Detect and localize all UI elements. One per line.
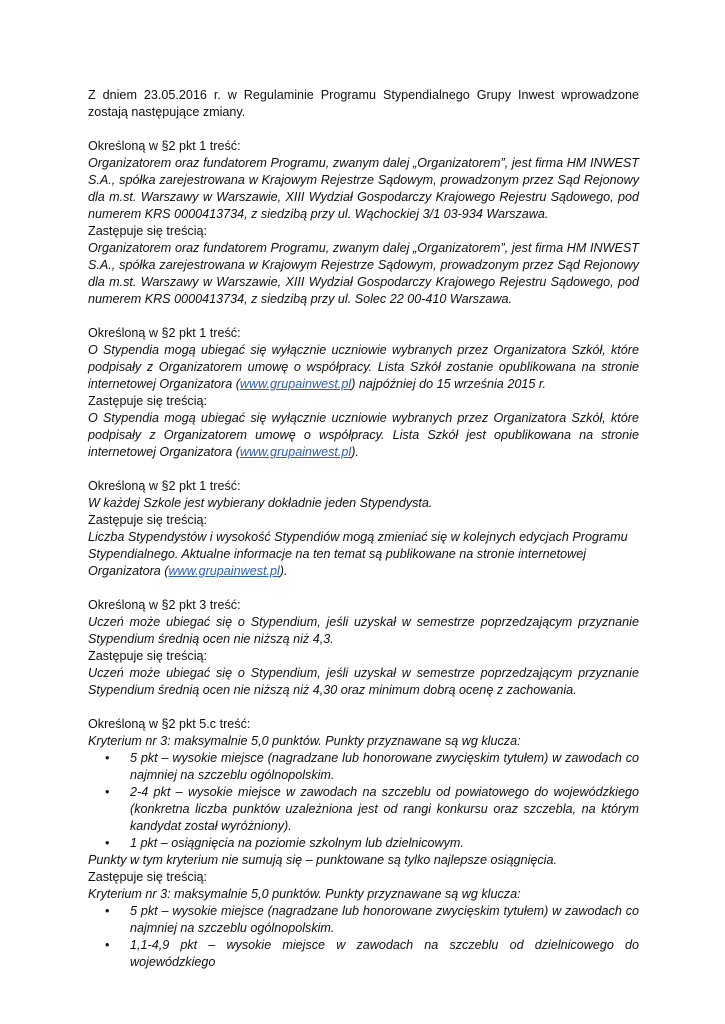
change-section-5 <box>88 716 639 971</box>
new-text-before: O Stypendia mogą ubiegać się wyłącznie uczniowie wybranych przez Organizatora Szkół, które podpisały z Organizatorem umowę o współpracy. Lista Szkół jest opublikowana na stronie internetowej Organizatora ( <box>88 411 639 459</box>
new-text: Uczeń może ubiegać się o Stypendium, jeśli uzyskał w semestrze poprzedzającym przyznanie Stypendium średnią ocen nie niższą niż 4,30 oraz minimum dobrą ocenę z zachowania. <box>88 666 639 697</box>
replace-label: Zastępuje się treścią: <box>88 649 207 663</box>
replace-label: Zastępuje się treścią: <box>88 870 207 884</box>
new-text-after: ). <box>279 564 288 578</box>
section-heading: Określoną w §2 pkt 5.c treść: <box>88 717 251 731</box>
change-section-2 <box>88 325 639 461</box>
new-criterion-intro: Kryterium nr 3: maksymalnie 5,0 punktów. Punkty przyznawane są wg klucza: <box>88 887 521 901</box>
old-bullet-list <box>88 750 639 852</box>
change-section-1 <box>88 138 639 308</box>
new-text-after: ). <box>351 445 359 459</box>
list-item: • 5 pkt – wysokie miejsce (nagradzane lub honorowane zwycięskim tytułem) w zawodach co najmniej na szczeblu ogólnopolskim. <box>105 751 639 782</box>
list-item: • 1 pkt – osiągnięcia na poziomie szkolnym lub dzielnicowym. <box>105 836 464 850</box>
bullet-icon: • <box>105 938 110 952</box>
old-criterion-intro: Kryterium nr 3: maksymalnie 5,0 punktów. Punkty przyznawane są wg klucza: <box>88 734 521 748</box>
replace-label: Zastępuje się treścią: <box>88 224 207 238</box>
section-heading: Określoną w §2 pkt 1 treść: <box>88 139 241 153</box>
website-link[interactable]: www.grupainwest.pl <box>168 564 280 578</box>
change-section-4 <box>88 597 639 699</box>
section-heading: Określoną w §2 pkt 1 treść: <box>88 326 241 340</box>
list-item: • 1,1-4,9 pkt – wysokie miejsce w zawodach na szczeblu od dzielnicowego do wojewódzkiego <box>105 938 639 969</box>
website-link[interactable]: www.grupainwest.pl <box>239 445 352 459</box>
old-criterion-outro: Punkty w tym kryterium nie sumują się – punktowane są tylko najlepsze osiągnięcia. <box>88 853 557 867</box>
old-text <box>88 342 639 393</box>
list-item: • 2-4 pkt – wysokie miejsce w zawodach na szczeblu od powiatowego do wojewódzkiego (konkretna liczba punktów uzależniona jest od rangi konkursu oraz szczebla, na którym kandydat został wyróżniony). <box>105 785 639 833</box>
new-text <box>88 410 639 461</box>
website-link[interactable]: www.grupainwest.pl <box>239 377 352 391</box>
bullet-icon: • <box>105 904 110 918</box>
bullet-icon: • <box>105 751 110 765</box>
new-text <box>88 529 639 580</box>
intro-paragraph: Z dniem 23.05.2016 r. w Regulaminie Programu Stypendialnego Grupy Inwest wprowadzone zostają następujące zmiany. <box>88 88 639 119</box>
old-text: Organizatorem oraz fundatorem Programu, zwanym dalej „Organizatorem”, jest firma HM INWEST S.A., spółka zarejestrowana w Krajowym Rejestrze Sądowym, prowadzonym przez Sąd Rejonowy dla m.st. Warszawy w Warszawie, XIII Wydział Gospodarczy Krajowego Rejestru Sądowego, pod numerem KRS 0000413734, z siedzibą przy ul. Wąchockiej 3/1 03-934 Warszawa. <box>88 156 639 221</box>
new-bullet-list <box>88 903 639 971</box>
old-text: Uczeń może ubiegać się o Stypendium, jeśli uzyskał w semestrze poprzedzającym przyznanie Stypendium średnią ocen nie niższą niż 4,3. <box>88 615 639 646</box>
bullet-icon: • <box>105 785 110 799</box>
new-text: Organizatorem oraz fundatorem Programu, zwanym dalej „Organizatorem”, jest firma HM INWEST S.A., spółka zarejestrowana w Krajowym Rejestrze Sądowym, prowadzonym przez Sąd Rejonowy dla m.st. Warszawy w Warszawie, XIII Wydział Gospodarczy Krajowego Rejestru Sądowego, pod numerem KRS 0000413734, z siedzibą przy ul. Solec 22 00-410 Warszawa. <box>88 241 639 306</box>
old-text-before: O Stypendia mogą ubiegać się wyłącznie uczniowie wybranych przez Organizatora Szkół, które podpisały z Organizatorem umowę o współpracy. Lista Szkół zostanie opublikowana na stronie internetowej Organizatora ( <box>88 343 639 391</box>
replace-label: Zastępuje się treścią: <box>88 394 207 408</box>
section-heading: Określoną w §2 pkt 3 treść: <box>88 598 241 612</box>
bullet-icon: • <box>105 836 110 850</box>
replace-label: Zastępuje się treścią: <box>88 513 207 527</box>
old-text-after: ) najpóźniej do 15 września 2015 r. <box>351 377 547 391</box>
new-text-before: Liczba Stypendystów i wysokość Stypendiów mogą zmieniać się w kolejnych edycjach Programu Stypendialnego. Aktualne informacje na ten temat są publikowane na stronie internetowej Organizatora ( <box>88 530 628 578</box>
list-item: • 5 pkt – wysokie miejsce (nagradzane lub honorowane zwycięskim tytułem) w zawodach co najmniej na szczeblu ogólnopolskim. <box>105 904 639 935</box>
section-heading: Określoną w §2 pkt 1 treść: <box>88 479 241 493</box>
change-section-3 <box>88 478 639 580</box>
old-text: W każdej Szkole jest wybierany dokładnie jeden Stypendysta. <box>88 496 433 510</box>
